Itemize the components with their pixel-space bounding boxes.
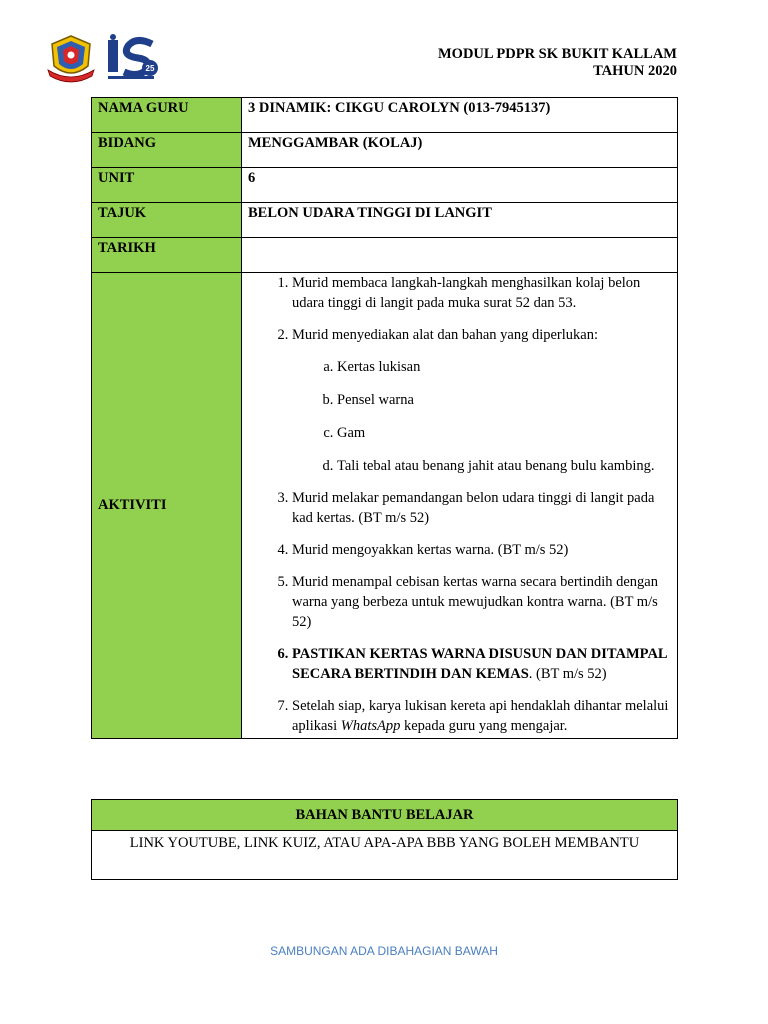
- bahan-bantu-table: [91, 799, 678, 880]
- table-row: [92, 831, 678, 880]
- module-title: MODUL PDPR SK BUKIT KALLAM: [437, 46, 677, 62]
- table-row: [92, 273, 678, 739]
- unit-label: UNIT: [92, 168, 242, 203]
- nama-guru-label: NAMA GURU: [92, 98, 242, 133]
- material-item: d. Tali tebal atau benang jahit atau benang bulu kambing.: [337, 456, 671, 476]
- bidang-value: MENGGAMBAR (KOLAJ): [242, 133, 678, 168]
- tarikh-label: TARIKH: [92, 238, 242, 273]
- school-crest-logo: [44, 32, 98, 84]
- tajuk-value: BELON UDARA TINGGI DI LANGIT: [242, 203, 678, 238]
- unit-value: 6: [242, 168, 678, 203]
- module-year: TAHUN 2020: [593, 63, 677, 79]
- step-4: 4. Murid mengoyakkan kertas warna. (BT m/s 52): [292, 540, 671, 560]
- material-item: b. Pensel warna: [337, 390, 671, 410]
- module-header: [438, 46, 677, 80]
- table-row: [92, 168, 678, 203]
- table-row: [92, 238, 678, 273]
- activity-steps: [242, 273, 671, 736]
- is-25-logo: [106, 34, 160, 84]
- step-7: 7. Setelah siap, karya lukisan kereta api hendaklah dihantar melalui aplikasi WhatsApp kepada guru yang mengajar.: [292, 696, 671, 736]
- nama-guru-value: 3 DINAMIK: CIKGU CAROLYN (013-7945137): [242, 98, 678, 133]
- svg-text:25: 25: [145, 64, 155, 73]
- tarikh-value: [242, 238, 678, 273]
- step-1: 1. Murid membaca langkah-langkah menghasilkan kolaj belon udara tinggi di langit pada muka surat 52 dan 53.: [292, 273, 671, 313]
- step-2: 2. Murid menyediakan alat dan bahan yang diperlukan: a. Kertas lukisan b. Pensel warna c. Gam d. Tali tebal atau benang jahit atau benang bulu kambing.: [292, 325, 671, 476]
- lesson-table: [91, 97, 678, 739]
- continuation-note: SAMBUNGAN ADA DIBAHAGIAN BAWAH: [270, 944, 498, 958]
- tajuk-label: TAJUK: [92, 203, 242, 238]
- step-5: 5. Murid menampal cebisan kertas warna secara bertindih dengan warna yang berbeza untuk mewujudkan kontra warna. (BT m/s 52): [292, 572, 671, 632]
- bidang-label: BIDANG: [92, 133, 242, 168]
- aktiviti-content: [242, 273, 678, 739]
- table-row: [92, 98, 678, 133]
- table-row: [92, 203, 678, 238]
- material-item: a. Kertas lukisan: [337, 357, 671, 377]
- aktiviti-label: AKTIVITI: [92, 273, 242, 739]
- bahan-bantu-body: LINK YOUTUBE, LINK KUIZ, ATAU APA-APA BBB YANG BOLEH MEMBANTU: [92, 831, 678, 880]
- bahan-bantu-title: BAHAN BANTU BELAJAR: [92, 800, 678, 831]
- table-row: [92, 133, 678, 168]
- material-item: c. Gam: [337, 423, 671, 443]
- step-3: 3. Murid melakar pemandangan belon udara tinggi di langit pada kad kertas. (BT m/s 52): [292, 488, 671, 528]
- step-6: 6. PASTIKAN KERTAS WARNA DISUSUN DAN DITAMPAL SECARA BERTINDIH DAN KEMAS. (BT m/s 52): [292, 644, 671, 684]
- table-row: [92, 800, 678, 831]
- materials-list: [292, 357, 671, 476]
